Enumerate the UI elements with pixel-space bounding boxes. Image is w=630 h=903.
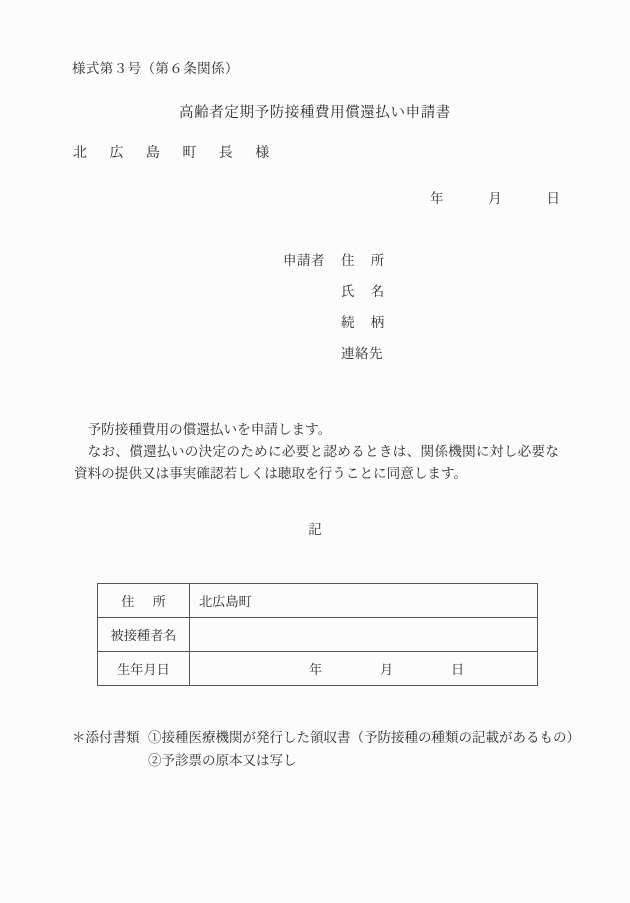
table-label-recipient-name-text: 被接種者名 [110, 629, 177, 644]
date-month-label: 月 [488, 191, 502, 207]
body-paragraph [74, 419, 559, 485]
table-label-birthdate [98, 652, 190, 686]
addressee-line: 北 広 島 町 長 様 [73, 145, 279, 161]
body-line-2: なお、償還払いの決定のために必要と認めるときは、関係機関に対し必要な資料の提供又は事実確認若しくは聴取を行うことに同意します。 [74, 444, 559, 482]
applicant-address-row [283, 249, 520, 280]
body-line-1: 予防接種費用の償還払いを申請します。 [87, 422, 332, 438]
date-year-label: 年 [430, 191, 444, 207]
table-label-birthdate-text: 生年月日 [117, 663, 170, 678]
applicant-name-label: 氏 名 [341, 284, 391, 300]
date-day-label: 日 [546, 191, 560, 207]
applicant-block [283, 249, 520, 373]
attachments-row [72, 727, 580, 773]
applicant-contact-label: 連絡先 [341, 346, 383, 362]
birthdate-day-label: 日 [451, 663, 465, 678]
table-value-recipient-name[interactable] [190, 618, 538, 652]
birthdate-year-label: 年 [309, 663, 323, 678]
page-title: 高齢者定期予防接種費用償還払い申請書 [179, 105, 451, 121]
date-line [430, 187, 560, 207]
applicant-name-row [283, 280, 520, 311]
applicant-address-label: 住 所 [341, 253, 391, 269]
applicant-relation-label: 続 柄 [341, 315, 391, 331]
recipient-info-table [97, 583, 538, 686]
birthdate-month-label: 月 [380, 663, 394, 678]
table-value-birthdate[interactable] [190, 652, 538, 686]
applicant-kicker: 申請者 [283, 253, 325, 269]
attachments-note [72, 727, 580, 773]
table-row [98, 618, 538, 652]
attachment-item-2: ②予診票の原本又は写し [148, 753, 297, 769]
form-number: 様式第３号（第６条関係） [72, 61, 239, 77]
table-label-address [98, 584, 190, 618]
table-row [98, 652, 538, 686]
birthdate-fields [199, 659, 537, 678]
attachments-items [148, 727, 580, 773]
attachments-kicker: ＊添付書類 [72, 730, 140, 746]
attachment-item-1: ①接種医療機関が発行した領収書（予防接種の種類の記載があるもの） [148, 730, 580, 746]
table-value-address[interactable]: 北広島町 [190, 584, 538, 618]
table-row [98, 584, 538, 618]
applicant-relation-row [283, 311, 520, 342]
ki-mark: 記 [308, 522, 322, 538]
applicant-contact-row [283, 342, 520, 373]
table-label-address-text: 住 所 [121, 595, 173, 610]
table-label-recipient-name [98, 618, 190, 652]
